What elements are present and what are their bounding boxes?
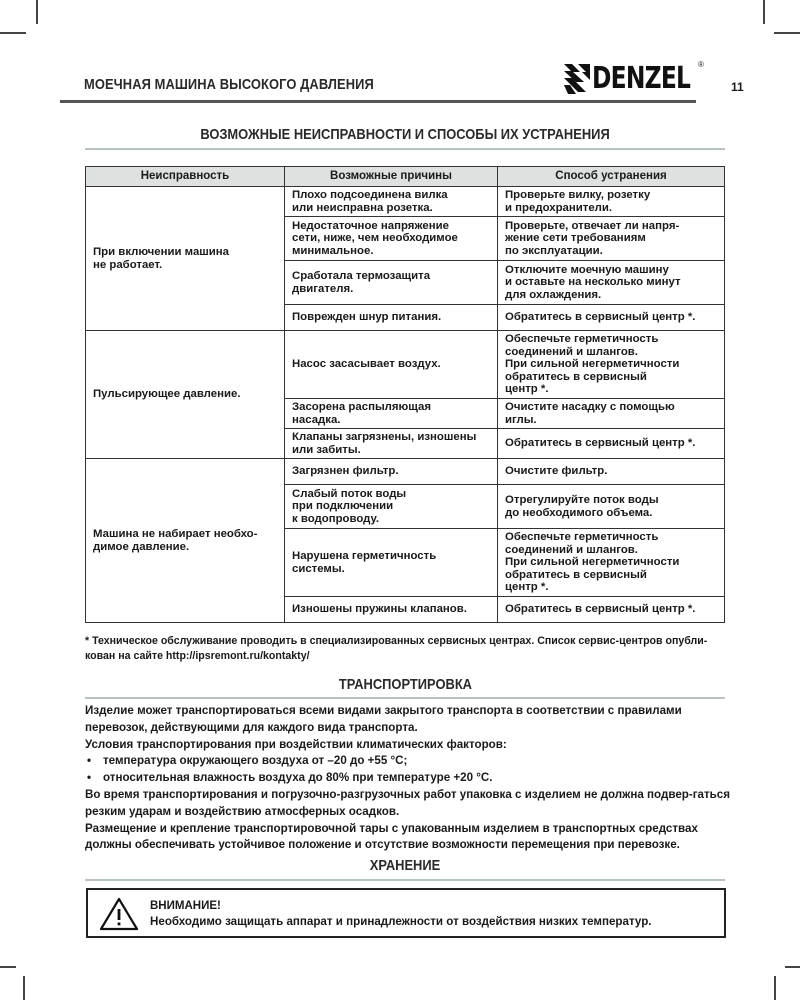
remedy-cell: Отключите моечную машину и оставьте на несколько минут для охлаждения. [498, 261, 725, 305]
cause-cell: Засорена распыляющая насадка. [285, 399, 498, 429]
registered-mark: ® [698, 60, 704, 69]
remedy-cell: Обеспечьте герметичность соединений и шлангов. При сильной негерметичности обратитесь в сервисный центр *. [498, 529, 725, 597]
crop-mark [23, 976, 25, 1000]
remedy-cell: Проверьте, отвечает ли напря- жение сети требованиям по эксплуатации. [498, 217, 725, 261]
remedy-cell: Отрегулируйте поток воды до необходимого объема. [498, 485, 725, 529]
bullet-icon: • [87, 771, 92, 785]
remedy-cell: Проверьте вилку, розетку и предохранители. [498, 187, 725, 217]
column-header-remedy: Способ устранения [498, 167, 725, 187]
fault-cell: При включении машина не работает. [86, 187, 285, 331]
remedy-cell: Очистите насадку с помощью иглы. [498, 399, 725, 429]
cause-cell: Слабый поток воды при подключении к водопроводу. [285, 485, 498, 529]
section-title-transport [85, 676, 725, 693]
transport-paragraph: Размещение и крепление транспортировочной тары с упакованным изделием в транспортных средствах должны обеспечивать устойчивое положение и отсутствие возможности перемещения при перевозке. [85, 821, 698, 852]
cause-cell: Загрязнен фильтр. [285, 459, 498, 485]
transport-paragraph: Условия транспортирования при воздействии климатических факторов: [85, 737, 507, 751]
table-row [86, 331, 725, 399]
remedy-cell: Обеспечьте герметичность соединений и шлангов. При сильной негерметичности обратитесь в сервисный центр *. [498, 331, 725, 399]
section-title-text: ВОЗМОЖНЫЕ НЕИСПРАВНОСТИ И СПОСОБЫ ИХ УСТРАНЕНИЯ [200, 126, 610, 143]
remedy-cell: Обратитесь в сервисный центр *. [498, 429, 725, 459]
section-title-text: ХРАНЕНИЕ [369, 857, 441, 874]
denzel-emblem-icon [562, 62, 592, 96]
table-header-row [86, 167, 725, 187]
section-title-text: ТРАНСПОРТИРОВКА [338, 676, 472, 693]
page-number: 11 [731, 80, 744, 94]
column-header-cause: Возможные причины [285, 167, 498, 187]
warning-title: ВНИМАНИЕ! [150, 900, 221, 912]
section-title-storage [85, 857, 725, 874]
brand-logo [562, 62, 718, 96]
cause-cell: Нарушена герметичность системы. [285, 529, 498, 597]
cause-cell: Клапаны загрязнены, изношены или забиты. [285, 429, 498, 459]
table-row [86, 459, 725, 485]
crop-mark [785, 966, 800, 968]
crop-mark [0, 966, 16, 968]
table-row [86, 187, 725, 217]
crop-mark [0, 32, 26, 34]
section-title-troubleshooting [85, 126, 725, 143]
brand-name: DENZEL [592, 61, 691, 96]
transport-text [85, 703, 730, 854]
cause-cell: Недостаточное напряжение сети, ниже, чем необходимое минимальное. [285, 217, 498, 261]
warning-triangle-icon [98, 896, 140, 932]
warning-box [86, 888, 726, 938]
bullet-item [85, 770, 730, 787]
fault-cell: Пульсирующее давление. [86, 331, 285, 459]
section-rule [85, 697, 725, 699]
section-rule [85, 148, 725, 150]
service-footnote: * Техническое обслуживание проводить в специализированных сервисных центрах. Список сервис-центров опубли- кован на сайте http://ipsremont.ru/kontakty/ [85, 635, 708, 662]
bullet-item [85, 753, 730, 770]
remedy-cell: Обратитесь в сервисный центр *. [498, 597, 725, 623]
bullet-text: температура окружающего воздуха от –20 до +55 °С; [103, 754, 408, 768]
bullet-icon: • [87, 754, 92, 768]
crop-mark [763, 0, 765, 24]
cause-cell: Поврежден шнур питания. [285, 305, 498, 331]
crop-mark [36, 0, 38, 24]
crop-mark [774, 32, 800, 34]
fault-cell: Машина не набирает необхо- димое давление. [86, 459, 285, 623]
cause-cell: Изношены пружины клапанов. [285, 597, 498, 623]
column-header-fault: Неисправность [86, 167, 285, 187]
remedy-cell: Обратитесь в сервисный центр *. [498, 305, 725, 331]
bullet-text: относительная влажность воздуха до 80% при температуре +20 °С. [103, 771, 493, 785]
warning-text: Необходимо защищать аппарат и принадлежности от воздействия низких температур. [150, 915, 652, 928]
transport-paragraph: Изделие может транспортироваться всеми видами закрытого транспорта в соответствии с правилами перевозок, действующими для каждого вида транспорта. [85, 704, 682, 734]
crop-mark [774, 976, 776, 1000]
section-rule [85, 879, 725, 881]
remedy-cell: Очистите фильтр. [498, 459, 725, 485]
troubleshooting-table [85, 166, 725, 623]
cause-cell: Насос засасывает воздух. [285, 331, 498, 399]
cause-cell: Сработала термозащита двигателя. [285, 261, 498, 305]
cause-cell: Плохо подсоединена вилка или неисправна розетка. [285, 187, 498, 217]
header-rule [60, 100, 696, 103]
transport-paragraph: Во время транспортирования и погрузочно-разгрузочных работ упаковка с изделием не должна подвер-гаться резким ударам и воздействию атмосферных осадков. [85, 787, 731, 818]
document-title: МОЕЧНАЯ МАШИНА ВЫСОКОГО ДАВЛЕНИЯ [84, 76, 374, 93]
